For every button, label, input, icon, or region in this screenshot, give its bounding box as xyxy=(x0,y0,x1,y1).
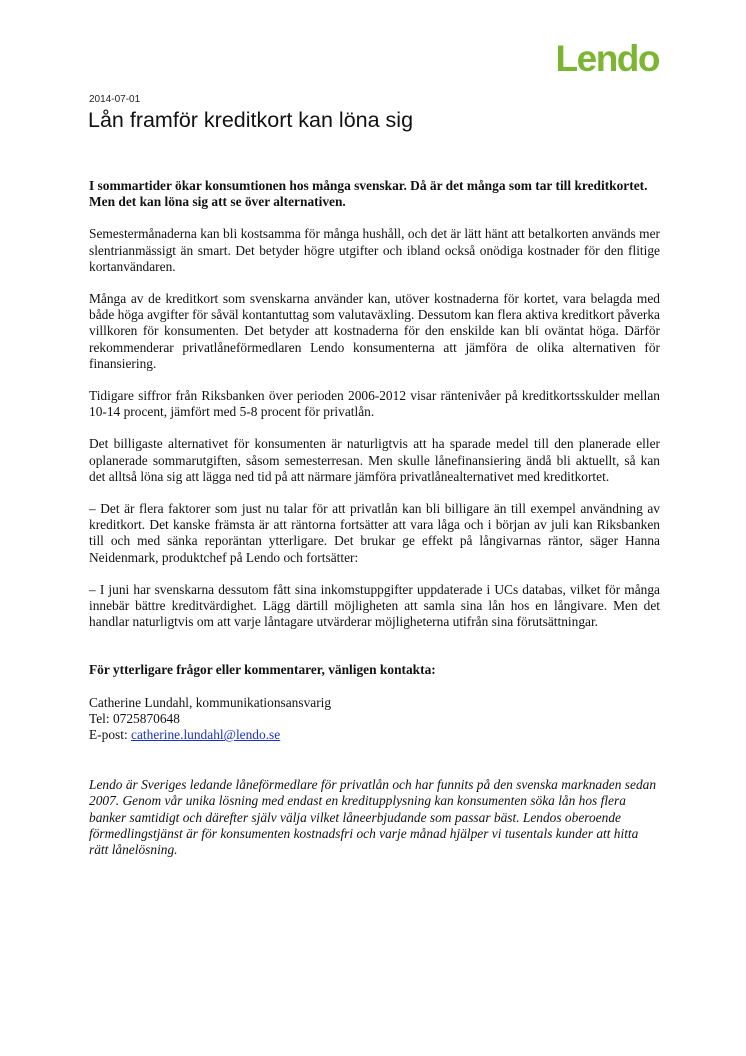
email-label: E-post: xyxy=(89,727,132,743)
page-title: Lån framför kreditkort kan löna sig xyxy=(88,108,414,132)
about-lendo: Lendo är Sveriges ledande låneförmedlare för privatlån och har funnits på den svenska marknaden sedan 2007. Genom vår unika lösning med endast en kreditupplysning kan konsumenten söka lån hos flera banker samtidigt och därefter själv välja vilket låneerbjudande som passar bäst. Lendos oberoende förmedlingstjänst är för konsumenten kostnadsfri och varje månad hjälper vi tusentals kunder att hitta rätt lånelösning. xyxy=(89,777,657,858)
body-paragraph: Det billigaste alternativet för konsumenten är naturligtvis att ha sparade medel till den planerade eller oplanerade sommarutgiften, såsom semesterresan. Men skulle lånefinansiering ändå bli aktuellt, så kan det alltså löna sig att lägga ned tid på att närmare jämföra privatlånealternativet med kreditkortet. xyxy=(89,436,660,484)
article-body xyxy=(89,178,660,858)
contact-phone: Tel: 0725870648 xyxy=(89,710,180,726)
lead-paragraph: I sommartider ökar konsumtionen hos många svenskar. Då är det många som tar till kreditkortet. Men det kan löna sig att se över alternativen. xyxy=(89,178,648,210)
body-paragraph: Tidigare siffror från Riksbanken över perioden 2006-2012 visar räntenivåer på kreditkortsskulder mellan 10-14 procent, jämfört med 5-8 procent för privatlån. xyxy=(89,388,660,420)
quote-paragraph: – Det är flera faktorer som just nu talar för att privatlån kan bli billigare än till exempel användning av kreditkort. Det kanske främsta är att räntorna fortsätter att vara låga och i början av juli kan Riksbanken till och med sänka reporäntan ytterligare. Det brukar ge effekt på långivarnas räntor, säger Hanna Neidenmark, produktchef på Lendo och fortsätter: xyxy=(89,501,660,565)
body-paragraph: Många av de kreditkort som svenskarna använder kan, utöver kostnaderna för kortet, vara belagda med både höga avgifter för såväl kontantuttag som valutaväxling. Dessutom kan flera aktiva kreditkort påverka villkoren för konsumenten. Det betyder att kostnaderna för den enskilde kan bli oväntat höga. Därför rekommenderar privatlåneförmedlaren Lendo konsumenterna att jämföra de olika alternativen för finansiering. xyxy=(89,291,660,371)
quote-paragraph: – I juni har svenskarna dessutom fått sina inkomstuppgifter uppdaterade i UCs databas, vilket för många innebär bättre kreditvärdighet. Lägg därtill möjligheten att samla sina lån hos en långivare. Men det handlar naturligtvis om att varje låntagare utvärderar möjligheterna utifrån sina förutsättningar. xyxy=(89,581,660,630)
contact-heading: För ytterligare frågor eller kommentarer, vänligen kontakta: xyxy=(89,662,436,678)
body-paragraph: Semestermånaderna kan bli kostsamma för många hushåll, och det är lätt hänt att betalkorten används mer slentrianmässigt än smart. Det betyder högre utgifter och ibland också onödiga kostnader för den flitige kortanvändaren. xyxy=(89,226,660,274)
contact-name: Catherine Lundahl, kommunikationsansvarig xyxy=(89,694,332,710)
lendo-logo: Lendo xyxy=(555,38,659,79)
email-link[interactable]: catherine.lundahl@lendo.se xyxy=(131,727,281,743)
publish-date: 2014-07-01 xyxy=(89,94,141,105)
contact-email-line xyxy=(89,727,660,743)
